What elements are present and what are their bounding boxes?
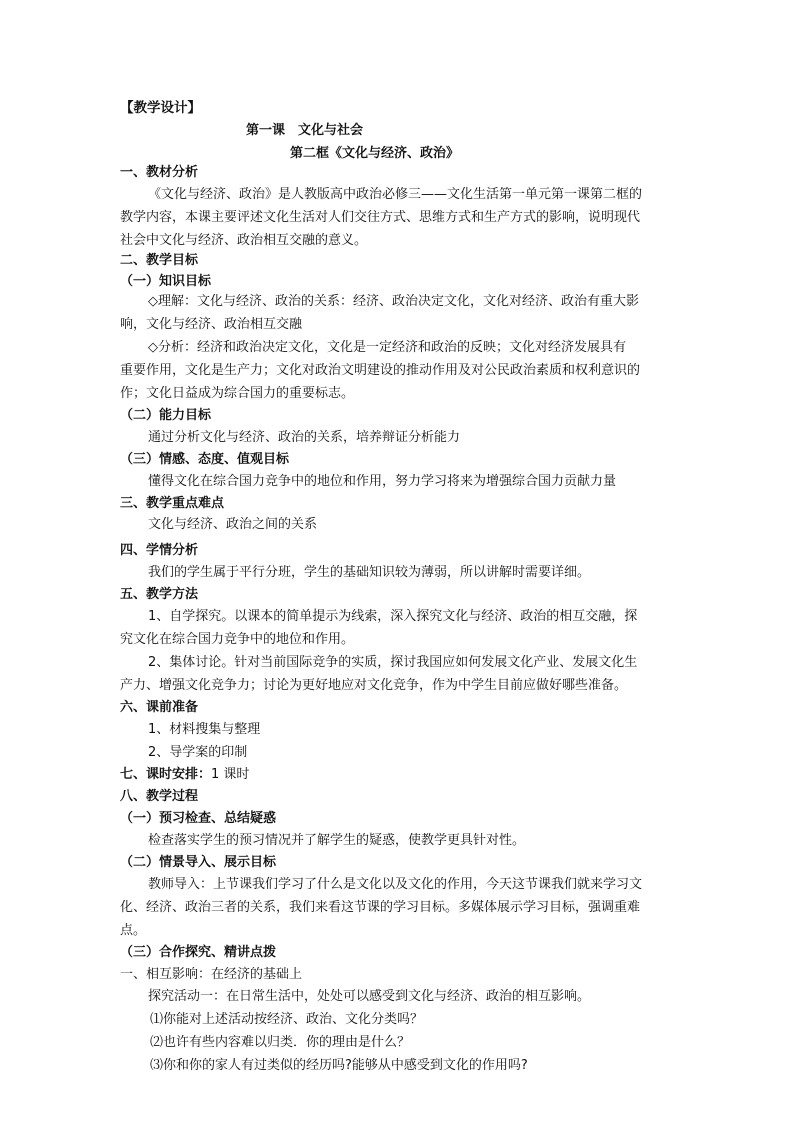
paragraph-line: 2、集体讨论。针对当前国际竞争的实质，探讨我国应如何发展文化产业、发展文化生 [148,655,638,670]
section-heading: 四、学情分析 [120,543,199,558]
paragraph-line: 《文化与经济、政治》是人教版高中政治必修三——文化生活第一单元第一课第二框的 [148,187,643,202]
section-heading: 六、课前准备 [120,700,199,715]
paragraph-line: 2、导学案的印制 [148,745,248,760]
paragraph-line: 1、材料搜集与整理 [148,722,261,737]
paragraph-line: 我们的学生属于平行分班，学生的基础知识较为薄弱，所以讲解时需要详细。 [148,565,591,580]
document-tag: 【教学设计】 [120,100,201,116]
subsection-heading: （一）知识目标 [120,274,212,289]
paragraph-line: 通过分析文化与经济、政治的关系，培养辩证分析能力 [148,430,461,445]
lesson-title: 第一课 文化与社会 [246,123,364,138]
subsection-heading: （一）预习检查、总结疑惑 [120,811,277,826]
subsection-heading: （三）合作探究、精讲点拨 [120,945,277,960]
paragraph-line: 探究活动一：在日常生活中，处处可以感受到文化与经济、政治的相互影响。 [148,989,591,1004]
paragraph-line: 文化与经济、政治之间的关系 [148,517,318,532]
question-line: ⑴你能对上述活动按经济、政治、文化分类吗？ [150,1012,424,1027]
paragraph-line: 作；文化日益成为综合国力的重要标志。 [120,386,355,401]
paragraph-line: 一、相互影响：在经济的基础上 [120,967,303,982]
paragraph-line: 化、经济、政治三者的关系，我们来看这节课的学习目标。多媒体展示学习目标，强调重难 [120,900,641,915]
subsection-heading: （二）情景导入、展示目标 [120,855,277,870]
paragraph-line: 响，文化与经济、政治相互交融 [120,317,303,332]
schedule-line [120,764,680,786]
section-heading: 二、教学目标 [120,253,199,268]
paragraph-line: 究文化在综合国力竞争中的地位和作用。 [120,632,355,647]
paragraph-line: 教师导入：上节课我们学习了什么是文化以及文化的作用，今天这节课我们就来学习文 [148,877,643,892]
section-heading: 七、课时安排： [120,767,212,782]
section-heading: 五、教学方法 [120,587,199,602]
paragraph-line: 产力、增强文化竞争力；讨论为更好地应对文化竞争，作为中学生目前应做好哪些准备。 [120,678,628,693]
section-heading: 三、教学重点难点 [120,496,225,511]
paragraph-line: ◇理解：文化与经济、政治的关系：经济、政治决定文化，文化对经济、政治有重大影 [148,294,639,309]
frame-title: 第二框《文化与经济、政治》 [290,146,460,161]
paragraph-line: ◇分析：经济和政治决定文化，文化是一定经济和政治的反映；文化对经济发展具有 [148,340,626,355]
schedule-value: 1 课时 [211,767,250,782]
paragraph-line: 重要作用，文化是生产力；文化对政治文明建设的推动作用及对公民政治素质和权利意识的 [120,363,641,378]
subsection-heading: （三）情感、态度、值观目标 [120,452,290,467]
paragraph-line: 1、自学探究。以课本的简单提示为线索，深入探究文化与经济、政治的相互交融，探 [148,609,638,624]
paragraph-line: 检查落实学生的预习情况并了解学生的疑惑，使教学更具针对性。 [148,833,526,848]
section-heading: 八、教学过程 [120,789,199,804]
paragraph-line: 社会中文化与经济、政治相互交融的意义。 [120,233,368,248]
subsection-heading: （二）能力目标 [120,408,212,423]
section-heading: 一、教材分析 [120,165,199,180]
question-line: ⑵也许有些内容难以归类．你的理由是什么？ [150,1035,411,1050]
question-line: ⑶你和你的家人有过类似的经历吗?能够从中感受到文化的作用吗? [150,1058,528,1073]
paragraph-line: 懂得文化在综合国力竞争中的地位和作用，努力学习将来为增强综合国力贡献力量 [148,474,617,489]
paragraph-line: 点。 [120,923,147,938]
paragraph-line: 教学内容，本课主要评述文化生活对人们交往方式、思维方式和生产方式的影响，说明现代 [120,210,641,225]
